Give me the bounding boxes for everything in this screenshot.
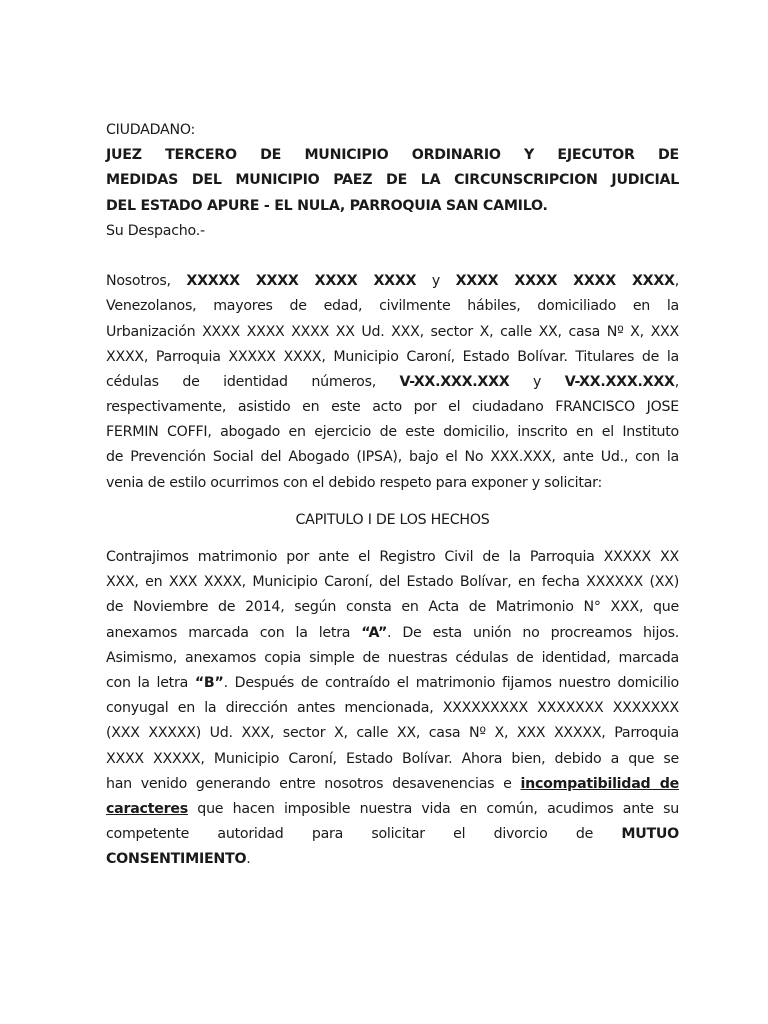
text: que hacen imposible nuestra vida en común, acudimos ante su [187, 800, 679, 817]
facts-line-8: (XXX XXXXX) Ud. XXX, sector X, calle XX, casa Nº X, XXX XXXXX, Parroquia [106, 725, 679, 742]
addressee-line-3: DEL ESTADO APURE - EL NULA, PARROQUIA SAN CAMILO. [106, 197, 548, 214]
facts-line-9: XXXX XXXXX, Municipio Caroní, Estado Bolívar. Ahora bien, debido a que se [106, 750, 679, 767]
text: , [674, 373, 679, 390]
text: con la letra [106, 674, 195, 691]
spacer [106, 496, 679, 508]
applicant-name-2: XXXX XXXX XXXX XXXX [455, 273, 675, 290]
text: . Después de contraído el matrimonio fijamos nuestro domicilio [223, 674, 679, 691]
intro-line-3: Urbanización XXXX XXXX XXXX XX Ud. XXX, sector X, calle XX, casa Nº X, XXX [106, 323, 679, 340]
emphasis-mutual: MUTUO [621, 826, 679, 843]
intro-line-7: FERMIN COFFI, abogado en ejercicio de este domicilio, inscrito en el Instituto [106, 424, 679, 441]
intro-line-8: de Prevención Social del Abogado (IPSA), bajo el No XXX.XXX, ante Ud., con la [106, 449, 679, 466]
text: y [509, 373, 565, 390]
text: Nosotros, [106, 273, 187, 290]
intro-line-4: XXXX, Parroquia XXXXX XXXX, Municipio Caroní, Estado Bolívar. Titulares de la [106, 348, 679, 365]
intro-paragraph [106, 269, 679, 496]
facts-line-12 [106, 822, 679, 847]
facts-line-7: conyugal en la dirección antes mencionada, XXXXXXXXX XXXXXXX XXXXXXX [106, 700, 679, 717]
text: , [674, 273, 679, 290]
id-number-1: V-XX.XXX.XXX [399, 373, 510, 390]
intro-line-5 [106, 370, 679, 395]
facts-line-4 [106, 621, 679, 646]
text: anexamos marcada con la letra [106, 624, 362, 641]
intro-line-6: respectivamente, asistido en este acto por el ciudadano FRANCISCO JOSE [106, 399, 679, 416]
addressee-line-2: MEDIDAS DEL MUNICIPIO PAEZ DE LA CIRCUNSCRIPCION JUDICIAL [106, 172, 679, 189]
facts-line-13 [106, 847, 679, 872]
emphasis-consent: CONSENTIMIENTO [106, 851, 247, 868]
text: competente autoridad para solicitar el divorcio de [106, 826, 622, 843]
closing-line: Su Despacho.- [106, 222, 205, 239]
facts-line-5: Asimismo, anexamos copia simple de nuestras cédulas de identidad, marcada [106, 649, 679, 666]
annex-letter-b: “B” [194, 674, 224, 691]
annex-letter-a: “A” [361, 624, 388, 641]
spacer [106, 244, 679, 269]
addressee-line-1: JUEZ TERCERO DE MUNICIPIO ORDINARIO Y EJECUTOR DE [106, 147, 679, 164]
text: . De esta unión no procreamos hijos. [387, 624, 680, 641]
text: han venido generando entre nosotros desavenencias e [106, 775, 521, 792]
facts-line-10 [106, 772, 679, 797]
facts-line-3: de Noviembre de 2014, según consta en Acta de Matrimonio N° XXX, que [106, 599, 679, 616]
facts-line-11 [106, 797, 679, 822]
intro-line-2: Venezolanos, mayores de edad, civilmente hábiles, domiciliado en la [106, 298, 679, 315]
intro-line-9: venia de estilo ocurrimos con el debido respeto para exponer y solicitar: [106, 474, 602, 491]
text: y [416, 273, 456, 290]
emphasis-incompatibility: incompatibilidad de [520, 775, 679, 792]
spacer [106, 533, 679, 545]
emphasis-characters: caracteres [106, 800, 188, 817]
applicant-name-1: XXXXX XXXX XXXX XXXX [186, 273, 417, 290]
text: . [246, 851, 251, 868]
document-page [106, 118, 679, 872]
facts-line-6 [106, 671, 679, 696]
facts-paragraph [106, 545, 679, 872]
facts-line-2: XXX, en XXX XXXX, Municipio Caroní, del Estado Bolívar, en fecha XXXXXX (XX) [106, 574, 679, 591]
facts-line-1: Contrajimos matrimonio por ante el Registro Civil de la Parroquia XXXXX XX [106, 549, 679, 565]
chapter-heading: CAPITULO I DE LOS HECHOS [295, 511, 490, 528]
intro-line-1 [106, 269, 679, 294]
salutation: CIUDADANO: [106, 122, 196, 138]
id-number-2: V-XX.XXX.XXX [564, 373, 675, 390]
text: cédulas de identidad números, [106, 373, 400, 390]
